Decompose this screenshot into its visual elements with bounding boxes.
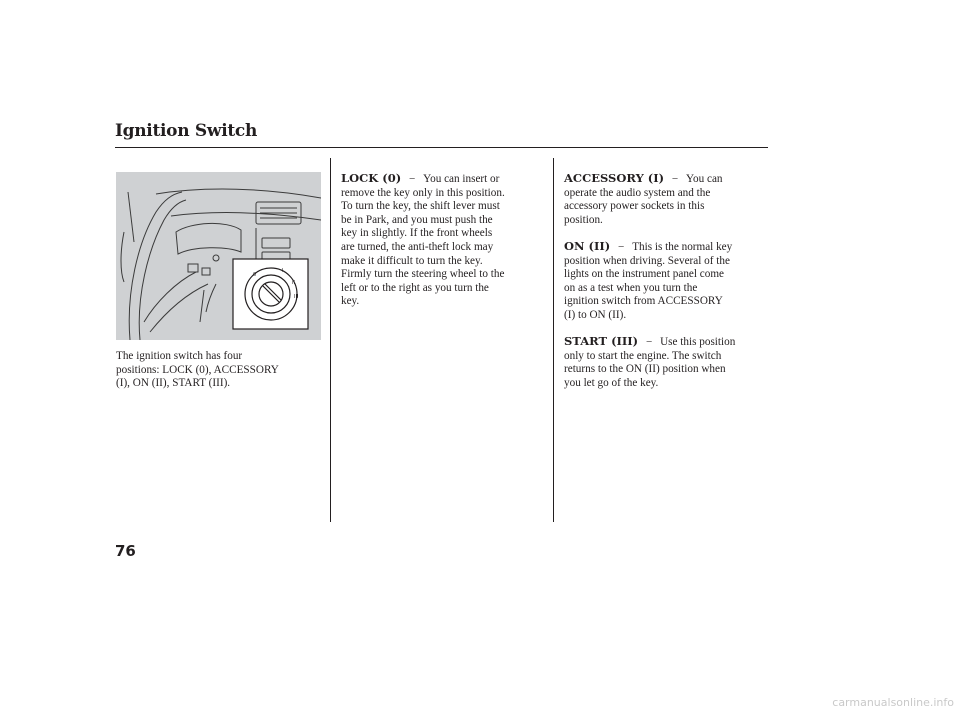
start-line-0 xyxy=(564,335,774,350)
ignition-illustration xyxy=(116,172,321,340)
svg-text:I: I xyxy=(282,268,284,274)
lock-line: key in slightly. If the front wheels xyxy=(341,227,493,240)
intro-text xyxy=(116,350,326,391)
lock-line: key. xyxy=(341,295,360,308)
lock-line: left or to the right as you turn the xyxy=(341,281,489,294)
on-line: (I) to ON (II). xyxy=(564,308,627,321)
lock-line: remove the key only in this position. xyxy=(341,186,505,199)
accessory-section xyxy=(564,172,774,227)
on-section xyxy=(564,240,774,323)
lock-text: You can insert or xyxy=(423,173,500,185)
accessory-text: You can xyxy=(686,173,723,185)
lock-line: To turn the key, the shift lever must xyxy=(341,200,500,213)
accessory-line: accessory power sockets in this xyxy=(564,200,705,213)
start-line: you let go of the key. xyxy=(564,376,659,389)
page-title: Ignition Switch xyxy=(115,121,258,141)
intro-line: positions: LOCK (0), ACCESSORY xyxy=(116,363,279,376)
on-line-0 xyxy=(564,240,774,255)
page-number: 76 xyxy=(115,542,136,560)
column-divider-1 xyxy=(330,158,331,522)
on-line: on as a test when you turn the xyxy=(564,281,698,294)
on-line: lights on the instrument panel come xyxy=(564,268,725,281)
lock-section xyxy=(341,172,551,309)
start-section xyxy=(564,335,774,390)
title-rule xyxy=(115,147,768,148)
watermark[interactable]: carmanualsonline.info xyxy=(832,696,954,709)
svg-text:III: III xyxy=(294,294,299,300)
intro-line: (I), ON (II), START (III). xyxy=(116,377,231,390)
accessory-dash: − xyxy=(671,173,679,185)
on-heading: ON (II) xyxy=(564,239,611,253)
column-divider-2 xyxy=(553,158,554,522)
lock-heading: LOCK (0) xyxy=(341,171,402,185)
svg-text:II: II xyxy=(292,280,295,286)
on-line: ignition switch from ACCESSORY xyxy=(564,295,723,308)
on-line: position when driving. Several of the xyxy=(564,254,730,267)
lock-line-0 xyxy=(341,172,551,187)
svg-text:0: 0 xyxy=(253,272,257,278)
start-line: returns to the ON (II) position when xyxy=(564,363,726,376)
start-text: Use this position xyxy=(660,336,736,348)
dashboard-ignition-illustration-icon xyxy=(116,172,321,340)
intro-line: The ignition switch has four xyxy=(116,350,243,362)
lock-line: are turned, the anti-theft lock may xyxy=(341,240,494,253)
lock-line: make it difficult to turn the key. xyxy=(341,254,483,267)
accessory-line: position. xyxy=(564,213,603,226)
start-dash: − xyxy=(645,336,653,348)
on-dash: − xyxy=(618,241,625,253)
lock-dash: − xyxy=(408,173,416,185)
accessory-line-0 xyxy=(564,172,774,187)
accessory-heading: ACCESSORY (I) xyxy=(564,171,665,185)
start-heading: START (III) xyxy=(564,334,639,348)
on-text: This is the normal key xyxy=(632,241,733,253)
start-line: only to start the engine. The switch xyxy=(564,349,722,362)
lock-line: Firmly turn the steering wheel to the xyxy=(341,268,505,281)
accessory-line: operate the audio system and the xyxy=(564,186,711,199)
lock-line: be in Park, and you must push the xyxy=(341,213,493,226)
